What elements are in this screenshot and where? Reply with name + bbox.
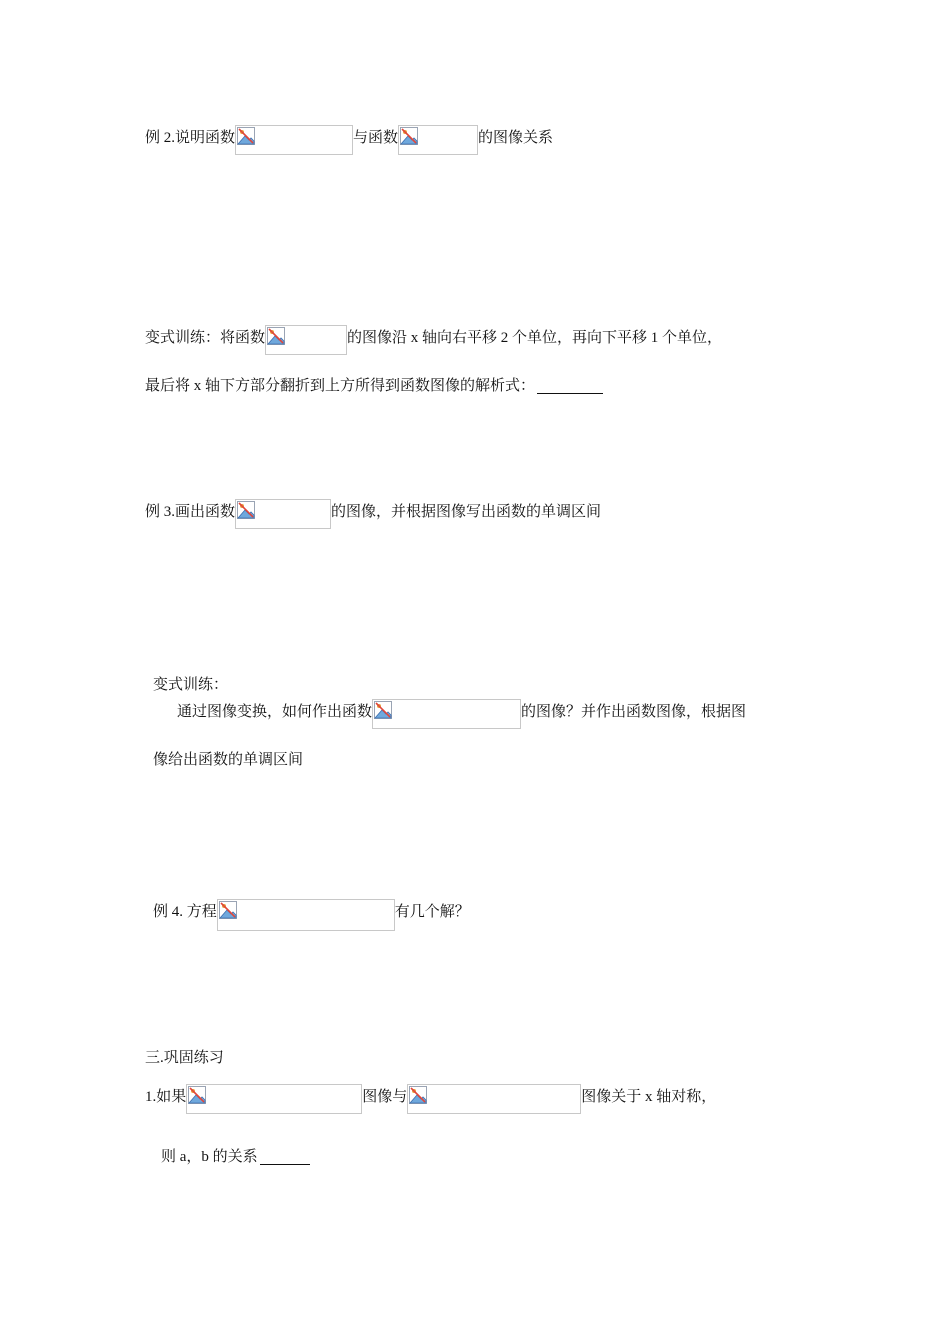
- formula-image: [372, 699, 521, 729]
- example-2-prefix: 例 2.说明函数: [145, 130, 236, 146]
- exercise-1-middle: 图像与: [362, 1089, 408, 1105]
- formula-image: [186, 1084, 362, 1114]
- formula-image: [265, 325, 347, 355]
- exercise-1-suffix: 图像关于 x 轴对称，: [581, 1089, 717, 1105]
- formula-image: [217, 899, 395, 931]
- formula-image: [407, 1084, 581, 1114]
- variant-1-suffix: 的图像沿 x 轴向右平移 2 个单位，再向下平移 1 个单位，: [347, 330, 723, 346]
- broken-image-icon: [237, 501, 255, 519]
- answer-blank: [260, 1147, 310, 1165]
- variant-1-line2-text: 最后将 x 轴下方部分翻折到上方所得到函数图像的解析式：: [145, 378, 536, 394]
- example-3-line: [145, 502, 601, 529]
- example-4-line: [153, 902, 470, 931]
- example-4-prefix: 例 4. 方程: [153, 904, 217, 920]
- answer-blank: [537, 376, 603, 394]
- formula-image: [398, 125, 478, 155]
- variant-1-prefix: 变式训练：将函数: [145, 330, 266, 346]
- broken-image-icon: [267, 327, 285, 345]
- variant-2-line-2: 像给出函数的单调区间: [153, 752, 304, 768]
- section-3-heading: 三.巩固练习: [145, 1050, 224, 1066]
- variant-2-heading: 变式训练：: [153, 677, 229, 693]
- broken-image-icon: [237, 127, 255, 145]
- variant-1-line-2: [145, 376, 603, 396]
- broken-image-icon: [400, 127, 418, 145]
- variant-2-prefix: 通过图像变换，如何作出函数: [177, 704, 373, 720]
- exercise-1-line-2: 则 a，b 的关系: [161, 1147, 310, 1167]
- exercise-1-line: [145, 1087, 716, 1114]
- example-2-suffix: 的图像关系: [478, 130, 554, 146]
- example-2-middle: 与函数: [353, 130, 399, 146]
- formula-image: [235, 499, 331, 529]
- exercise-1-prefix: 1.如果: [145, 1089, 187, 1105]
- variant-2-line: [177, 702, 746, 729]
- broken-image-icon: [374, 701, 392, 719]
- broken-image-icon: [409, 1086, 427, 1104]
- broken-image-icon: [188, 1086, 206, 1104]
- example-3-prefix: 例 3.画出函数: [145, 504, 236, 520]
- example-4-suffix: 有几个解？: [394, 904, 470, 920]
- formula-image: [235, 125, 353, 155]
- variant-1-line: [145, 328, 722, 355]
- broken-image-icon: [219, 901, 237, 919]
- example-3-suffix: 的图像，并根据图像写出函数的单调区间: [331, 504, 602, 520]
- example-2-line: [145, 128, 553, 155]
- variant-2-suffix: 的图像？并作出函数图像，根据图: [521, 704, 747, 720]
